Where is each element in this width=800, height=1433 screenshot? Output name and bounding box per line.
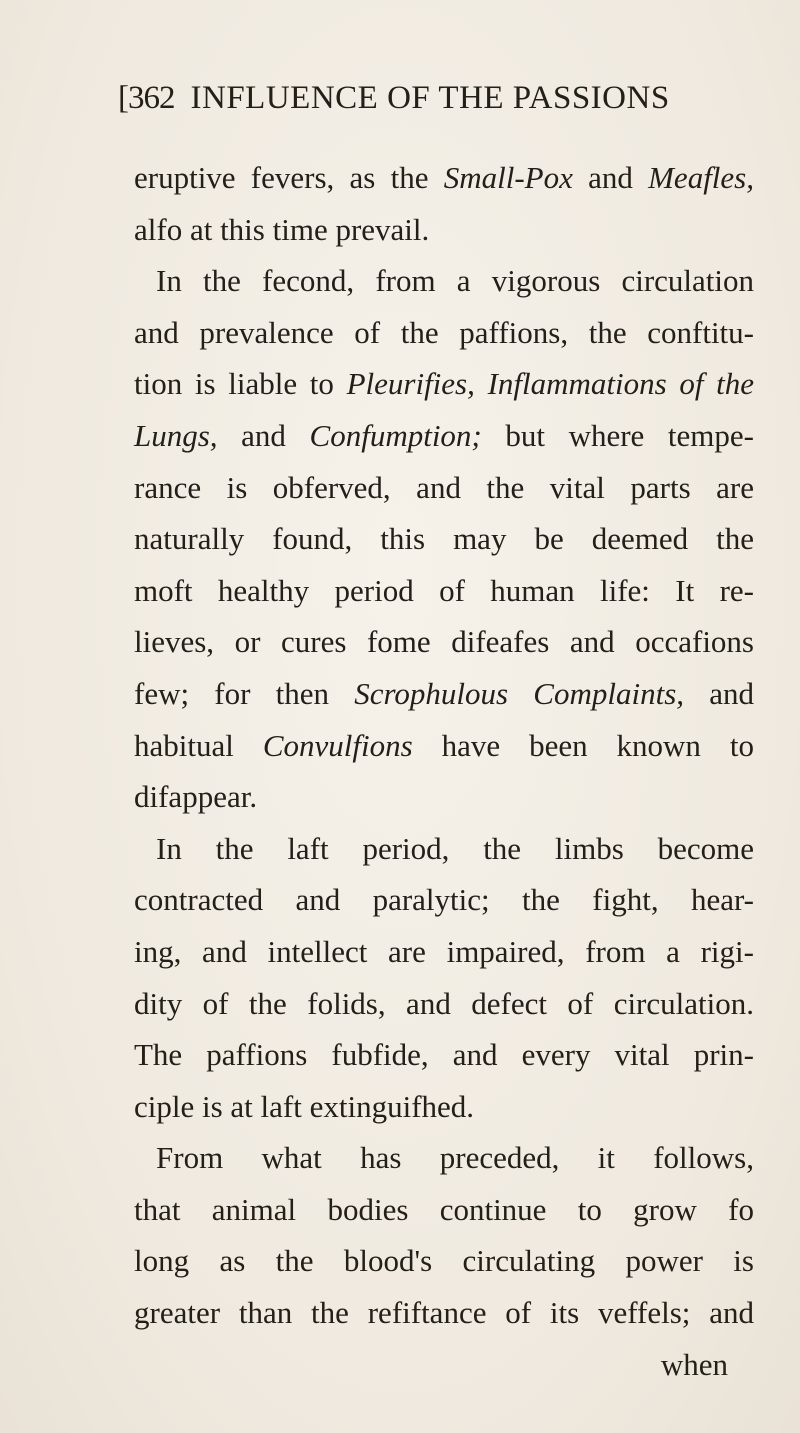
text-line: difappear. — [134, 779, 258, 815]
text-line: tion is liable to Pleurifies, Inflammations of the — [134, 366, 755, 402]
text-line: From what has preceded, it follows, — [156, 1140, 754, 1176]
text-line: The paffions fubfide, and every vital prin- — [134, 1037, 754, 1073]
running-title: INFLUENCE OF THE PASSIONS — [190, 80, 670, 116]
text-line: In the laft period, the limbs become — [156, 830, 754, 866]
text-line: rance is obferved, and the vital parts are — [134, 469, 754, 505]
running-header — [118, 80, 670, 130]
page-number: [362 — [118, 80, 175, 116]
text-line: In the fecond, from a vigorous circulation — [156, 263, 754, 299]
text-line: moft healthy period of human life: It re- — [134, 572, 754, 608]
text-line: ciple is at laft extinguifhed. — [134, 1088, 475, 1124]
text-line: long as the blood's circulating power is — [134, 1243, 754, 1279]
text-line: and prevalence of the paffions, the conftitu- — [134, 314, 754, 350]
text-line: greater than the refiftance of its veffels; and — [134, 1295, 754, 1331]
text-line: ing, and intellect are impaired, from a rigi- — [134, 933, 754, 969]
text-line: contracted and paralytic; the fight, hear- — [134, 882, 754, 918]
text-line: naturally found, this may be deemed the — [134, 521, 754, 557]
text-line: few; for then Scrophulous Complaints, and — [134, 675, 754, 711]
text-line: eruptive fevers, as the Small-Pox and Meafles, — [134, 160, 754, 195]
text-line: dity of the folids, and defect of circulation. — [134, 985, 754, 1021]
text-line: Lungs, and Confumption; but where tempe- — [134, 417, 754, 453]
text-line: lieves, or cures fome difeafes and occafions — [134, 624, 754, 660]
text-line: habitual Convulfions have been known to — [134, 727, 754, 763]
text-line: alfo at this time prevail. — [134, 211, 430, 247]
catchword: when — [660, 1346, 728, 1382]
text-line: that animal bodies continue to grow fo — [134, 1191, 754, 1227]
body-text — [134, 152, 754, 1390]
